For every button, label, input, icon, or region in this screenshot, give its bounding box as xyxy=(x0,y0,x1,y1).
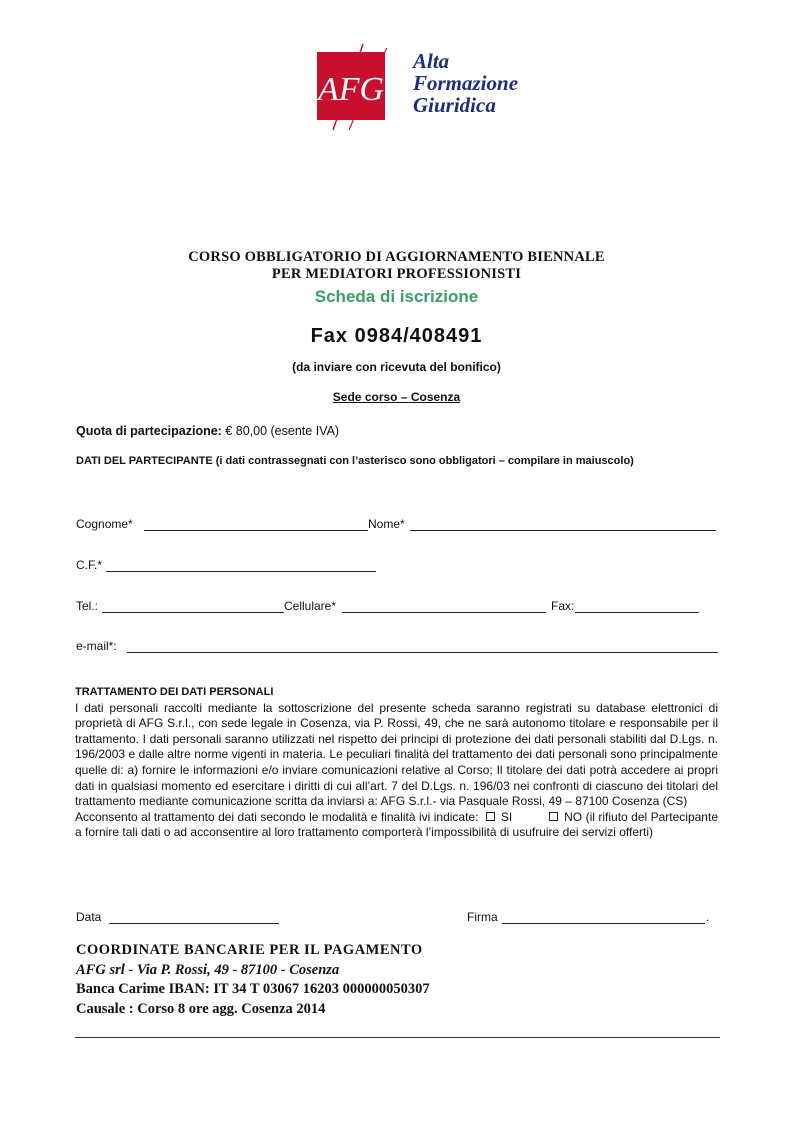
fax-field[interactable] xyxy=(575,612,699,613)
date-field[interactable] xyxy=(109,923,279,924)
consent-prefix: Acconsento al trattamento dei dati secondo le modalità e finalità ivi indicate: xyxy=(75,809,479,824)
consent-suffix: (il rifiuto del Partecipante a fornire tali dati o ad acconsentire al loro trattamento comporterà l’impossibilità di usufruire dei servizi offerti) xyxy=(75,809,718,840)
course-title-line-1: CORSO OBBLIGATORIO DI AGGIORNAMENTO BIENNALE xyxy=(188,249,605,265)
course-title-line-2: PER MEDIATORI PROFESSIONISTI xyxy=(271,266,522,282)
signature-label: Firma xyxy=(467,910,498,924)
nome-field[interactable] xyxy=(410,530,716,531)
logo-line-alta: Alta xyxy=(413,49,450,73)
cognome-field[interactable] xyxy=(144,530,368,531)
fee-value: € 80,00 (esente IVA) xyxy=(225,424,340,438)
logo-line-formazione: Formazione xyxy=(413,71,519,95)
venue: Sede corso – Cosenza xyxy=(332,390,461,404)
afg-monogram-icon xyxy=(303,42,403,132)
cellulare-label: Cellulare* xyxy=(284,599,337,613)
email-field[interactable] xyxy=(127,652,718,653)
tel-label: Tel.: xyxy=(76,599,99,613)
afg-logo xyxy=(303,42,563,132)
logo-line-giuridica: Giuridica xyxy=(413,93,496,117)
fax-note: (da inviare con ricevuta del bonifico) xyxy=(292,360,501,374)
signature-field[interactable] xyxy=(502,923,705,924)
bank-address: AFG srl - Via P. Rossi, 49 - 87100 - Cosenza xyxy=(76,961,340,978)
fee-label: Quota di partecipazione: xyxy=(76,424,222,438)
logo-monogram-text: AFG xyxy=(317,71,385,108)
fee-row xyxy=(76,424,339,438)
cf-field[interactable] xyxy=(106,571,376,572)
privacy-title: TRATTAMENTO DEI DATI PERSONALI xyxy=(75,686,274,698)
consent-no-label: NO xyxy=(564,809,583,824)
consent-yes-checkbox[interactable] xyxy=(486,812,495,821)
cellulare-field[interactable] xyxy=(342,612,546,613)
form-title: Scheda di iscrizione xyxy=(314,287,479,306)
bank-title: COORDINATE BANCARIE PER IL PAGAMENTO xyxy=(76,942,423,958)
cf-label: C.F.* xyxy=(76,558,103,572)
fax-number: Fax 0984/408491 xyxy=(310,325,483,347)
privacy-section xyxy=(75,685,718,841)
privacy-body: I dati personali raccolti mediante la sottoscrizione del presente scheda saranno registrati su database elettronici di proprietà di AFG S.r.l., con sede legale in Cosenza, via P. Rossi, 49, che ne sarà autonomo titolare e responsabile per il trattamento. I dati personali saranno utilizzati nel rispetto dei principi di protezione dei dati personali stabiliti dal D.Lgs. n. 196/2003 e dalle altre norme vigenti in materia. Le peculiari finalità del trattamento dei dati personali sono principalmente quelle di: a) fornire le informazioni e/o inviare comunicazioni relative al Corso; Il titolare dei dati potrà accedere ai propri dati in qualsiasi momento ed esercitare i diritti di cui all’art. 7 del D.Lgs. n. 196/03 nei confronti di ciascuno dei titolari del trattamento mediante comunicazione scritta da inviarsi a: AFG S.r.l.- via Pasquale Rossi, 49 – 87100 Cosenza (CS) xyxy=(75,700,718,809)
bank-iban: Banca Carime IBAN: IT 34 T 03067 16203 000000050307 xyxy=(76,981,430,997)
consent-yes-label: SI xyxy=(500,809,513,824)
bank-details xyxy=(76,941,430,1019)
date-label: Data xyxy=(76,910,102,924)
participant-heading: DATI DEL PARTECIPANTE (i dati contrassegnati con l’asterisco sono obbligatori – compilare in maiuscolo) xyxy=(76,455,634,467)
footer-divider xyxy=(75,1037,720,1038)
tel-field[interactable] xyxy=(102,612,284,613)
nome-label: Nome* xyxy=(368,517,405,531)
privacy-consent xyxy=(75,810,718,841)
fax-label: Fax: xyxy=(551,599,575,613)
bank-causale: Causale : Corso 8 ore agg. Cosenza 2014 xyxy=(76,1000,326,1017)
email-label: e-mail*: xyxy=(76,639,117,653)
cognome-label: Cognome* xyxy=(76,517,133,531)
signature-end-dot: . xyxy=(706,910,710,924)
consent-no-checkbox[interactable] xyxy=(549,812,558,821)
